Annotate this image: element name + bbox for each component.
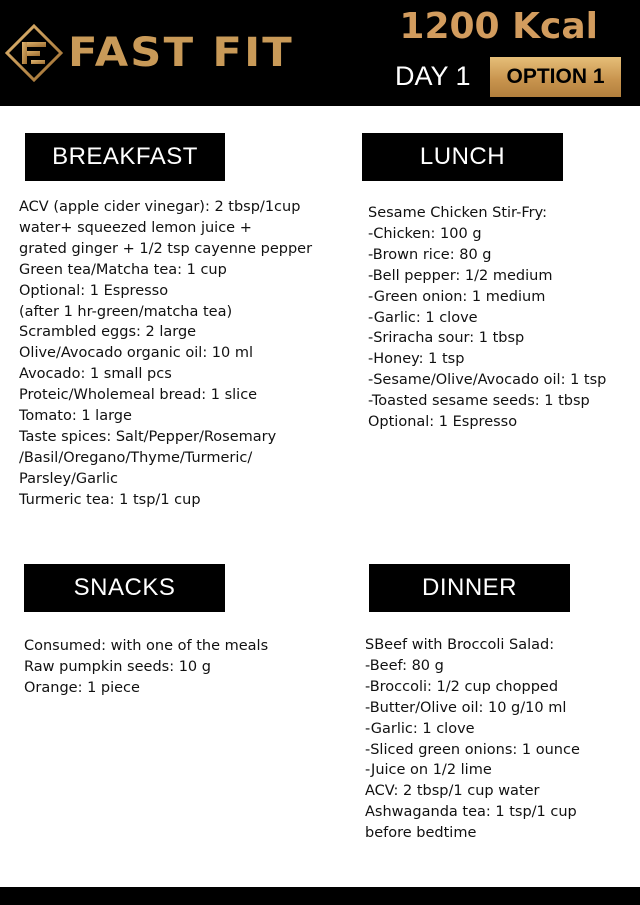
menu-line: Turmeric tea: 1 tsp/1 cup [19,491,201,508]
menu-line: /Basil/Oregano/Thyme/Turmeric/ [19,449,253,466]
menu-line: Ashwaganda tea: 1 tsp/1 cup [365,804,577,821]
menu-line: Sesame Chicken Stir-Fry: [368,205,547,221]
menu-line: Consumed: with one of the meals [24,638,269,654]
menu-line: -Beef: 80 g [365,657,444,674]
menu-line: ACV (apple cider vinegar): 2 tbsp/1cup [19,199,301,215]
breakfast-title: BREAKFAST [25,133,225,181]
menu-line: Optional: 1 Espresso [368,414,518,431]
snacks-list [24,636,268,699]
lunch-list [368,203,606,433]
menu-line: -Toasted sesame seeds: 1 tbsp [368,393,590,410]
menu-line: -Juice on 1/2 lime [365,762,492,779]
day-label: DAY 1 [395,61,471,91]
menu-line: Optional: 1 Espresso [19,282,169,299]
breakfast-list [19,197,312,511]
menu-line: Olive/Avocado organic oil: 10 ml [19,345,254,362]
option-badge: OPTION 1 [490,57,621,97]
menu-line: Scrambled eggs: 2 large [19,324,197,341]
brand-name: FAST FIT [68,30,294,76]
menu-line: Orange: 1 piece [24,679,140,696]
menu-line: before bedtime [365,825,477,842]
menu-line: Raw pumpkin seeds: 10 g [24,658,211,675]
snacks-title: SNACKS [24,564,225,612]
dinner-list [365,635,580,844]
menu-line: -Broccoli: 1/2 cup chopped [365,678,559,695]
menu-line: -Bell pepper: 1/2 medium [368,267,553,284]
dinner-title: DINNER [369,564,570,612]
menu-line: Avocado: 1 small pcs [19,366,172,383]
menu-line: (after 1 hr-green/matcha tea) [19,303,233,320]
menu-line: Taste spices: Salt/Pepper/Rosemary [19,428,277,445]
menu-line: -Sliced green onions: 1 ounce [365,741,580,758]
menu-line: grated ginger + 1/2 tsp cayenne pepper [19,240,313,257]
menu-line: -Sesame/Olive/Avocado oil: 1 tsp [368,372,607,389]
menu-line: -Green onion: 1 medium [368,288,546,305]
menu-line: -Honey: 1 tsp [368,351,465,368]
menu-line: ACV: 2 tbsp/1 cup water [365,783,540,800]
menu-line: Parsley/Garlic [19,470,119,487]
fast-fit-logo-icon [5,24,63,82]
footer-bar [0,887,640,905]
menu-line: -Brown rice: 80 g [368,246,492,263]
menu-line: Green tea/Matcha tea: 1 cup [19,261,227,278]
header-banner [0,0,640,106]
lunch-title: LUNCH [362,133,563,181]
menu-line: -Garlic: 1 clove [365,720,475,737]
menu-line: -Garlic: 1 clove [368,309,478,326]
menu-line: -Butter/Olive oil: 10 g/10 ml [365,699,567,716]
menu-line: -Sriracha sour: 1 tbsp [368,330,525,347]
calorie-target: 1200 Kcal [399,6,598,47]
menu-line: -Chicken: 100 g [368,225,482,242]
menu-line: water+ squeezed lemon juice + [19,219,252,236]
menu-line: Proteic/Wholemeal bread: 1 slice [19,387,258,404]
menu-line: Tomato: 1 large [19,408,132,425]
menu-line: SBeef with Broccoli Salad: [365,637,555,653]
